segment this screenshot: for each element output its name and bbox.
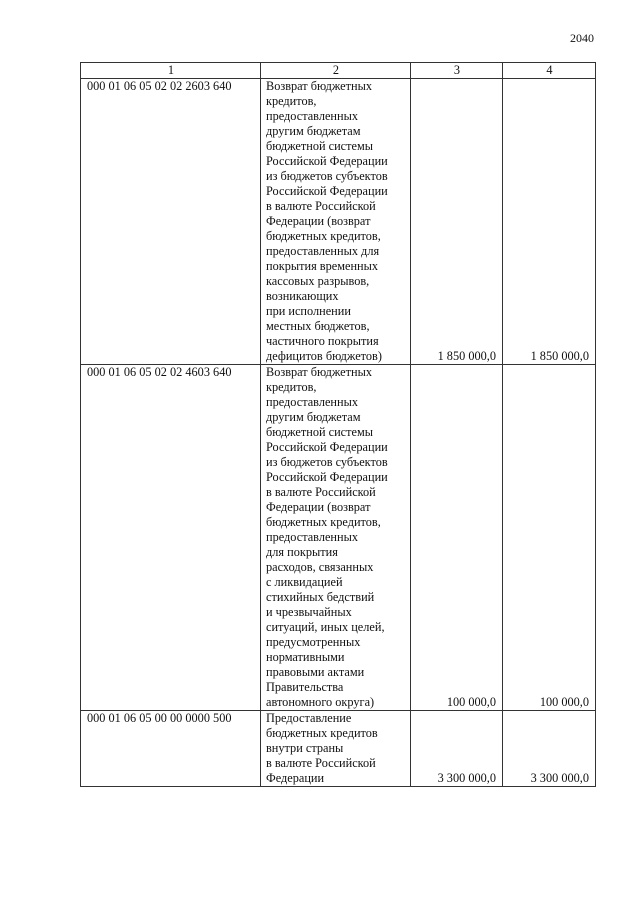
row-description: Возврат бюджетных кредитов, предоставленных другим бюджетам бюджетной системы Российской Федерации из бюджетов субъектов Российской Федерации в валюте Российской Федерации (возврат бюджетных кредитов, предоставленных для покрытия временных кассовых разрывов, возникающих при исполнении местных бюджетов, частичного покрытия дефицитов бюджетов)	[261, 79, 411, 365]
row-code: 000 01 06 05 02 02 2603 640	[81, 79, 261, 365]
row-amount-col3: 100 000,0	[411, 365, 503, 711]
row-amount-col3: 1 850 000,0	[411, 79, 503, 365]
row-description: Предоставление бюджетных кредитов внутри страны в валюте Российской Федерации	[261, 711, 411, 787]
page-number: 2040	[570, 31, 594, 45]
column-header-4: 4	[503, 63, 596, 79]
table-header-row	[81, 63, 596, 79]
column-header-2: 2	[261, 63, 411, 79]
table-row	[81, 711, 596, 787]
row-code: 000 01 06 05 02 02 4603 640	[81, 365, 261, 711]
column-header-3: 3	[411, 63, 503, 79]
table-row	[81, 79, 596, 365]
row-amount-col4: 3 300 000,0	[503, 711, 596, 787]
row-code: 000 01 06 05 00 00 0000 500	[81, 711, 261, 787]
row-amount-col3: 3 300 000,0	[411, 711, 503, 787]
table-row	[81, 365, 596, 711]
column-header-1: 1	[81, 63, 261, 79]
row-description: Возврат бюджетных кредитов, предоставленных другим бюджетам бюджетной системы Российской Федерации из бюджетов субъектов Российской Федерации в валюте Российской Федерации (возврат бюджетных кредитов, предоставленных для покрытия расходов, связанных с ликвидацией стихийных бедствий и чрезвычайных ситуаций, иных целей, предусмотренных нормативными правовыми актами Правительства автономного округа)	[261, 365, 411, 711]
row-amount-col4: 100 000,0	[503, 365, 596, 711]
row-amount-col4: 1 850 000,0	[503, 79, 596, 365]
budget-table	[80, 62, 596, 787]
